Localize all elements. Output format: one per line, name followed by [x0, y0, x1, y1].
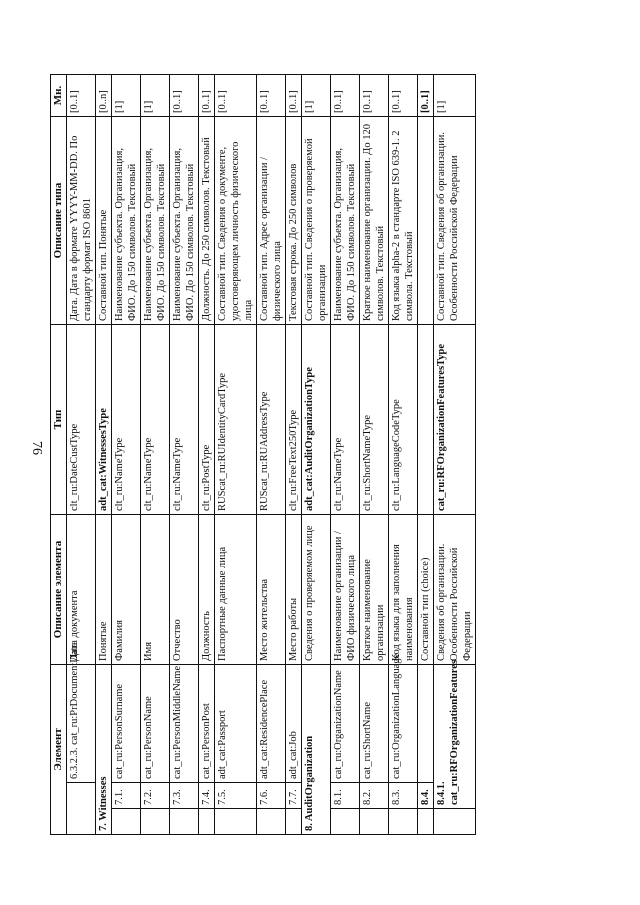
row-element: cat_ru:PersonName — [141, 665, 170, 783]
row-num: 8.3. — [389, 783, 418, 809]
row-element: 6.3.2.3. cat_ru:PrDocumentDate — [67, 665, 96, 783]
row-num: 8.1. — [331, 783, 360, 809]
header-type-desc: Описание типа — [51, 117, 67, 325]
row-type: adt_cat:WitnessesType — [96, 325, 112, 515]
row-mult: [0..1] — [257, 75, 286, 117]
row-type-desc: Наименование субъекта. Организация, ФИО. До 150 символов. Текстовый — [170, 117, 199, 325]
table-row — [96, 75, 112, 835]
row-element: 8.4.1. cat_ru:RFOrganizationFeatures — [434, 665, 476, 809]
table-row — [215, 75, 257, 835]
row-type-desc: Должность. До 250 символов. Текстовый — [199, 117, 215, 325]
row-type: clt_ru:LanguageCodeType — [389, 325, 418, 515]
row-type: RUScat_ru:RUIdentityCardType — [215, 325, 257, 515]
row-type-desc: Краткое наименование организации. До 120 символов. Текстовый — [360, 117, 389, 325]
row-element: cat_ru:PersonMiddleName — [170, 665, 199, 783]
table-row — [67, 75, 96, 835]
row-mult: [0..1] — [389, 75, 418, 117]
row-desc: Краткое наименование организации — [360, 515, 389, 665]
row-mult: [1] — [434, 75, 476, 117]
row-num: 7.7. — [286, 783, 302, 809]
row-desc: Дата документа — [67, 515, 96, 665]
row-desc: Имя — [141, 515, 170, 665]
table-row — [418, 75, 434, 835]
rotated-table-frame — [50, 75, 590, 835]
row-desc: Сведения об организации. Особенности Российской Федерации — [434, 515, 476, 665]
row-type: clt_ru:PostType — [199, 325, 215, 515]
row-num: 7.2. — [141, 783, 170, 809]
row-type: RUScat_ru:RUAddressType — [257, 325, 286, 515]
row-type-desc: Код языка alpha-2 в стандарте ISO 639-1. 2 символа. Текстовый — [389, 117, 418, 325]
row-num: 7.1. — [112, 783, 141, 809]
row-mult: [0..1] — [170, 75, 199, 117]
row-num: 7.4. — [199, 783, 215, 809]
table-row — [170, 75, 199, 835]
row-type: clt_ru:ShortNameType — [360, 325, 389, 515]
row-type-desc: Составной тип. Сведения о документе, удостоверяющем личность физического лица — [215, 117, 257, 325]
row-mult: [0..1] — [67, 75, 96, 117]
row-type-desc: Наименование субъекта. Организация, ФИО. До 150 символов. Текстовый — [331, 117, 360, 325]
row-mult: [1] — [302, 75, 331, 117]
row-element: cat_ru:PersonSurname — [112, 665, 141, 783]
header-element: Элемент — [51, 665, 67, 835]
row-mult: [0..1] — [331, 75, 360, 117]
table-row — [112, 75, 141, 835]
row-num: 7.5. — [215, 783, 257, 809]
table-header — [51, 75, 67, 835]
row-desc: Понятые — [96, 515, 112, 665]
header-type: Тип — [51, 325, 67, 515]
table-row — [199, 75, 215, 835]
table-row — [434, 75, 476, 835]
row-mult: [0..1] — [286, 75, 302, 117]
row-type-desc — [418, 117, 434, 325]
element-table — [50, 74, 476, 835]
row-desc: Составной тип (choice) — [418, 515, 434, 665]
row-element: adt_cat:Passport — [215, 665, 257, 783]
row-desc: Код языка для заполнения наименования — [389, 515, 418, 665]
row-element: adt_cat:Job — [286, 665, 302, 783]
row-type-desc: Составной тип. Сведения о проверяемой организации — [302, 117, 331, 325]
row-element: cat_ru:ShortName — [360, 665, 389, 783]
row-element: cat_ru:PersonPost — [199, 665, 215, 783]
row-num: 8.4. — [418, 783, 434, 809]
row-type-desc: Наименование субъекта. Организация, ФИО. До 150 символов. Текстовый — [141, 117, 170, 325]
row-desc: Паспортные данные лица — [215, 515, 257, 665]
row-type: clt_ru:NameType — [141, 325, 170, 515]
row-mult: [0..1] — [199, 75, 215, 117]
row-element — [418, 665, 434, 783]
row-type: clt_ru:DateCustType — [67, 325, 96, 515]
row-num: 7.6. — [257, 783, 286, 809]
row-type: clt_ru:NameType — [112, 325, 141, 515]
row-type: cat_ru:RFOrganizationFeaturesType — [434, 325, 476, 515]
table-row — [331, 75, 360, 835]
table-row — [360, 75, 389, 835]
row-desc: Место жительства — [257, 515, 286, 665]
row-type: adt_cat:AuditOrganizationType — [302, 325, 331, 515]
row-type — [418, 325, 434, 515]
row-type-desc: Составной тип. Понятые — [96, 117, 112, 325]
row-desc: Наименование организации / ФИО физического лица — [331, 515, 360, 665]
table-row — [257, 75, 286, 835]
header-element-desc: Описание элемента — [51, 515, 67, 665]
table-row — [389, 75, 418, 835]
row-type-desc: Текстовая строка. До 250 символов — [286, 117, 302, 325]
row-mult: [1] — [141, 75, 170, 117]
row-type-desc: Наименование субъекта. Организация, ФИО. До 150 символов. Текстовый — [112, 117, 141, 325]
row-num: 7.3. — [170, 783, 199, 809]
row-desc: Сведения о проверяемом лице — [302, 515, 331, 665]
table-row — [286, 75, 302, 835]
table-row — [141, 75, 170, 835]
row-mult: [0..1] — [418, 75, 434, 117]
page-number: 76 — [29, 441, 44, 455]
row-type-desc: Дата. Дата в формате YYYY-MM-DD. По стандарту формат ISO 8601 — [67, 117, 96, 325]
row-num: 8.2. — [360, 783, 389, 809]
row-element: 8. AuditOrganization — [302, 665, 331, 835]
row-desc: Место работы — [286, 515, 302, 665]
row-desc: Должность — [199, 515, 215, 665]
row-type-desc: Составной тип. Адрес организации / физического лица — [257, 117, 286, 325]
table-row — [302, 75, 331, 835]
row-element: cat_ru:OrganizationLanguage — [389, 665, 418, 783]
row-mult: [0..n] — [96, 75, 112, 117]
row-desc: Отчество — [170, 515, 199, 665]
row-type: clt_ru:FreeText250Type — [286, 325, 302, 515]
row-type: clt_ru:NameType — [170, 325, 199, 515]
row-type-desc: Составной тип. Сведения об организации. Особенности Российской Федерации — [434, 117, 476, 325]
row-element: 7. Witnesses — [96, 665, 112, 835]
header-mult: Мн. — [51, 75, 67, 117]
row-mult: [0..1] — [360, 75, 389, 117]
row-type: clt_ru:NameType — [331, 325, 360, 515]
row-mult: [1] — [112, 75, 141, 117]
row-element: cat_ru:OrganizationName — [331, 665, 360, 783]
row-element: adt_cat:ResidencePlace — [257, 665, 286, 783]
row-mult: [0..1] — [215, 75, 257, 117]
row-desc: Фамилия — [112, 515, 141, 665]
